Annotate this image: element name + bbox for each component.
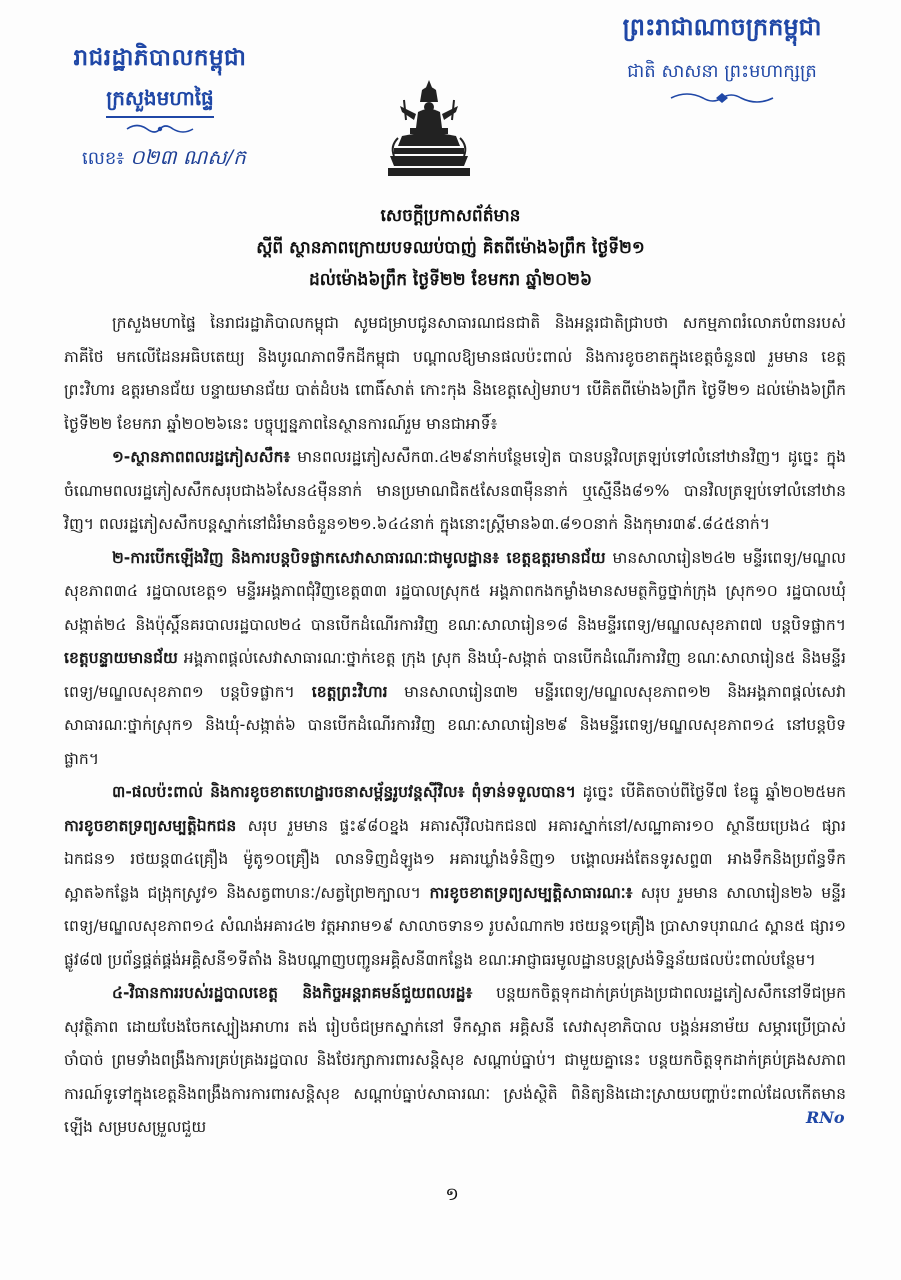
section-2-text-2: អង្គភាពផ្តល់សេវាសាធារណៈថ្នាក់ខេត្ត ក្រុង ស្រុក និងឃុំ-សង្កាត់ បានបើកដំណើរការវិញ ខណៈសាលារៀន៥ និងមន្ទីរពេទ្យ/មណ្ឌលសុខភាព១ បន្តបិទផ្លាក។: [64, 649, 846, 701]
section-3-text-3: សរុប រួមមាន សាលារៀន២៦ មន្ទីរពេទ្យ/មណ្ឌលសុខភាព១៤ សំណង់អគារ៤២ វត្តអារាម១៩ សាលាចទាន១ រូបសំណាក២ រថយន្ត១គ្រឿង ប្រាសាទបុរាណ៤ ស្ពាន៥ ផ្សារ១ ផ្លូវ៨៧ ប្រព័ន្ធផ្គត់ផ្គង់អគ្គិសនី១ទីតាំង និងបណ្តាញបញ្ជូនអគ្គិសនី៣កន្លែង ខណៈអាជ្ញាធរមូលដ្ឋានបន្តស្រង់ទិន្នន័យផលប៉ះពាល់បន្ថែម។: [64, 883, 846, 969]
reference-number: [60, 144, 260, 174]
section-3-text-2: សរុប រួមមាន ផ្ទះ៩៨០ខ្នង អគារស៊ីវិលឯកជន៧ អគារស្នាក់នៅ/សណ្ឋាគារ១០ ស្ថានីយប្រេង៤ ផ្សារឯកជន១ រថយន្ត៣៤គ្រឿង ម៉ូតូ១០គ្រឿង លានទិញដំឡូង១ អគារឃ្លាំងទំនិញ១ បង្គោលអង់តែនទូរសព្ទ៣ អាងទឹកនិងប្រព័ន្ធទឹកស្អាត៦កន្លែង ជង្រុកស្រូវ១ និងសត្វពាហនៈ/សត្វព្រៃ២ក្បាល។: [64, 816, 846, 902]
measures-paragraph: [64, 977, 846, 1145]
damage-paragraph: [64, 776, 846, 977]
intro-paragraph: ក្រសួងមហាផ្ទៃ នៃរាជរដ្ឋាភិបាលកម្ពុជា សូមជម្រាបជូនសាធារណជនជាតិ និងអន្តរជាតិជ្រាបថា សកម្មភាពរំលោភបំពានរបស់ភាគីថៃ មកលើដែនអធិបតេយ្យ និងបូរណភាពទឹកដីកម្ពុជា បណ្តាលឱ្យមានផលប៉ះពាល់ និងការខូចខាតក្នុងខេត្តចំនួន៧ រួមមាន ខេត្តព្រះវិហារ ឧត្តរមានជ័យ បន្ទាយមានជ័យ បាត់ដំបង ពោធិ៍សាត់ កោះកុង និងខេត្តសៀមរាប។ បើគិតពីម៉ោង៦ព្រឹក ថ្ងៃទី២១ ដល់ម៉ោង៦ព្រឹក ថ្ងៃទី២២ ខែមករា ឆ្នាំ២០២៦នេះ បច្ចុប្បន្នភាពនៃស្ថានការណ៍រួម មានជាអាទិ៍៖: [64, 314, 846, 433]
public-property-heading: ការខូចខាតទ្រព្យសម្បត្តិសាធារណៈ៖: [420, 883, 633, 902]
section-1-text: មានពលរដ្ឋភៀសសឹក៣.៤២៩នាក់បន្ថែមទៀត បានបន្តវិលត្រឡប់ទៅលំនៅឋានវិញ។ ដូច្នេះ ក្នុងចំណោមពលរដ្ឋភៀសសឹកសរុបជាង៦សែន៤ម៉ឺននាក់ មានប្រមាណជិត៥សែន៣ម៉ឺននាក់ ឬស្មើនឹង៨១% បានវិលត្រឡប់ទៅលំនៅឋានវិញ។ ពលរដ្ឋភៀសសឹកបន្តស្នាក់នៅជំរំមានចំនួន១២១.៦៤៤នាក់ ក្នុងនោះស្ត្រីមាន៦៣.៨១០នាក់ និងកុមារ៣៩.៨៤៥នាក់។: [64, 448, 846, 533]
kingdom-header: [592, 12, 852, 110]
national-motto: ជាតិ សាសនា ព្រះមហាក្សត្រ: [627, 61, 817, 82]
motto-ornament: [592, 90, 852, 110]
public-services-paragraph: [64, 542, 846, 777]
ornament-icon: [667, 90, 777, 106]
kingdom-name: ព្រះរាជាណាចក្រកម្ពុជា: [622, 13, 822, 41]
section-3-text-1: ដូច្នេះ បើគិតចាប់ពីថ្ងៃទី៧ ខែធ្នូ ឆ្នាំ២០២៥មក: [575, 783, 846, 801]
announcement-body: [64, 307, 846, 1145]
announcement-title: [110, 200, 791, 296]
title-line-1: សេចក្តីប្រកាសព័ត៌មាន: [380, 206, 521, 226]
section-4-heading: ៤-វិធានការរបស់រដ្ឋបាលខេត្ត និងកិច្ចអន្តរាគមន៍ជួយពលរដ្ឋ៖: [112, 984, 473, 1002]
ministry-header: [60, 44, 260, 174]
ornament-divider: [60, 122, 260, 140]
title-line-2: ស្តីពី ស្ថានភាពក្រោយបទឈប់បាញ់ គិតពីម៉ោង៦ព្រឹក ថ្ងៃទី២១: [256, 238, 645, 258]
private-property-heading: ការខូចខាតទ្រព្យសម្បត្តិឯកជន: [64, 816, 237, 835]
title-line-3: ដល់ម៉ោង៦ព្រឹក ថ្ងៃទី២២ ខែមករា ឆ្នាំ២០២៦: [308, 270, 593, 290]
government-name: រាជរដ្ឋាភិបាលកម្ពុជា: [73, 45, 247, 71]
section-4-text: បន្តយកចិត្តទុកដាក់គ្រប់គ្រងប្រជាពលរដ្ឋភៀសសឹកនៅទីជម្រកសុវត្ថិភាព ដោយបែងចែកស្បៀងអាហារ តង់ រៀបចំជម្រកស្នាក់នៅ ទឹកស្អាត អគ្គិសនី សេវាសុខាភិបាល បង្គន់អនាម័យ សម្ភារប្រើប្រាស់ចាំបាច់ ព្រមទាំងពង្រឹងការគ្រប់គ្រងរដ្ឋបាល និងថែរក្សាការពារសន្តិសុខ សណ្តាប់ធ្នាប់។ ជាមួយគ្នានេះ បន្តយកចិត្តទុកដាក់គ្រប់គ្រងសភាពការណ៍ទូទៅក្នុងខេត្តនិងពង្រឹងការការពារសន្តិសុខ សណ្តាប់ធ្នាប់សាធារណៈ ស្រង់ស្ថិតិ ពិនិត្យនិងដោះស្រាយបញ្ហាប៉ះពាល់ដែលកើតមានឡើង សម្របសម្រួលជួយ: [64, 984, 847, 1136]
ornament-icon: [125, 122, 195, 136]
section-1-heading: ១-ស្ថានភាពពលរដ្ឋភៀសសឹក៖: [112, 448, 291, 466]
reference-value: ០២៣ ណស/ក: [130, 145, 246, 169]
province-oddar-meanchey: ខេត្តឧត្តរមានជ័យ: [499, 548, 606, 567]
reference-label: លេខ៖: [82, 148, 125, 169]
section-3-heading: ៣-ផលប៉ះពាល់ និងការខូចខាតហេដ្ឋារចនាសម្ព័ន្ធរូបវន្តស៊ីវិល៖ ពុំទាន់ទទួលបាន។: [112, 783, 576, 801]
section-2-text-3: មានសាលារៀន៣២ មន្ទីរពេទ្យ/មណ្ឌលសុខភាព១២ និងអង្គភាពផ្តល់សេវាសាធារណៈថ្នាក់ស្រុក១ និងឃុំ-សង្កាត់៦ បានបើកដំណើរការវិញ ខណៈសាលារៀន២៩ និងមន្ទីរពេទ្យ/មណ្ឌលសុខភាព១៤ នៅបន្តបិទផ្លាក។: [64, 682, 847, 768]
province-preah-vihear: ខេត្តព្រះវិហារ: [294, 682, 388, 701]
section-2-heading: ២-ការបើកឡើងវិញ និងការបន្តបិទផ្លាកសេវាសាធារណៈជាមូលដ្ឋាន៖: [112, 548, 500, 567]
section-2-text-1: មានសាលារៀន២៤២ មន្ទីរពេទ្យ/មណ្ឌលសុខភាព៣៤ រដ្ឋបាលខេត្ត១ មន្ទីរអង្គភាពជុំវិញខេត្ត៣៣ រដ្ឋបាលស្រុក៥ អង្គភាពកងកម្លាំងមានសមត្ថកិច្ចថ្នាក់ក្រុង ស្រុក១០ រដ្ឋបាលឃុំសង្កាត់២៤ និងប៉ុស្តិ៍នគរបាលរដ្ឋបាល២៤ បានបើកដំណើរការវិញ ខណៈសាលារៀន១៨ និងមន្ទីរពេទ្យ/មណ្ឌលសុខភាព៧ បន្តបិទផ្លាក។: [64, 548, 846, 634]
refugee-status-paragraph: [64, 441, 846, 542]
handwritten-initials: RNo: [806, 1108, 845, 1127]
ministry-name: ក្រសួងមហាផ្ទៃ: [106, 85, 214, 118]
page-number: ១: [445, 1184, 459, 1205]
ministry-emblem-icon: [380, 76, 478, 180]
province-banteay-meanchey: ខេត្តបន្ទាយមានជ័យ: [64, 649, 178, 667]
